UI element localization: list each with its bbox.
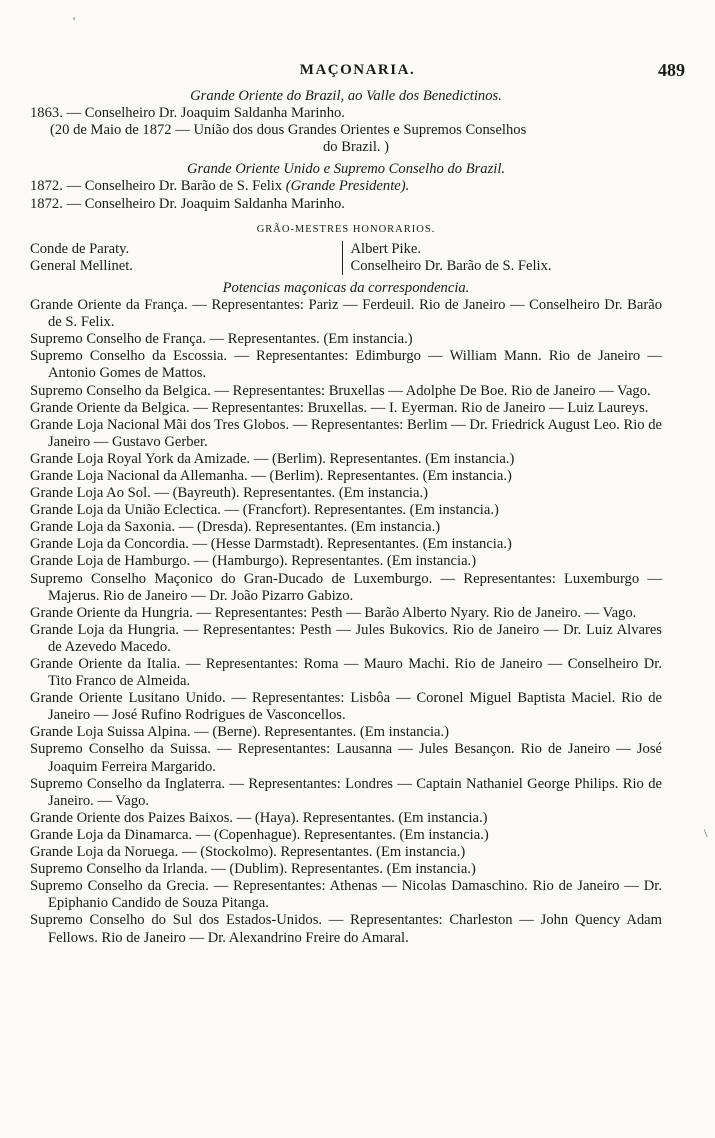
potencia-entry: Grande Loja da Hungria. — Representantes: Pesth — Jules Bukovics. Rio de Janeiro — Dr. Luiz Alvares de Azevedo Macedo. — [30, 621, 662, 655]
unido-1872-entry-b: 1872. — Conselheiro Dr. Joaquim Saldanha Marinho. — [30, 195, 345, 212]
section-heading-grao-mestres: GRÃO-MESTRES HONORARIOS. — [256, 223, 436, 235]
grao-mestres-right-column — [342, 241, 663, 275]
grao-mestres-list — [30, 241, 662, 275]
running-head-title: MAÇONARIA. — [299, 62, 416, 78]
potencia-entry: Grande Loja da Dinamarca. — (Copenhague). Representantes. (Em instancia.) — [30, 826, 489, 843]
potencias-list — [30, 297, 662, 947]
potencia-entry: Grande Loja Royal York da Amizade. — (Berlim). Representantes. (Em instancia.) — [30, 450, 515, 467]
unido-1872a-text: 1872. — Conselheiro Dr. Barão de S. Felix — [30, 178, 283, 195]
section-heading-unido: Grande Oriente Unido e Supremo Conselho do Brazil. — [186, 161, 506, 178]
potencia-entry: Grande Loja da Saxonia. — (Dresda). Representantes. (Em instancia.) — [30, 519, 441, 536]
page-number: 489 — [658, 60, 685, 80]
potencia-entry: Supremo Conselho de França. — Representantes. (Em instancia.) — [30, 331, 413, 348]
potencia-entry: Grande Loja Nacional da Allemanha. — (Berlim). Representantes. (Em instancia.) — [30, 467, 512, 484]
potencia-entry: Grande Loja Ao Sol. — (Bayreuth). Representantes. (Em instancia.) — [30, 485, 428, 502]
grao-mestre-name: General Mellinet. — [30, 257, 133, 274]
potencia-entry: Grande Oriente da França. — Representantes: Pariz — Ferdeuil. Rio de Janeiro — Conselheiro Dr. Barão de S. Felix. — [30, 297, 662, 331]
potencia-entry: Supremo Conselho da Grecia. — Representantes: Athenas — Nicolas Damaschino. Rio de Janeiro — Dr. Epiphanio Candido de Souza Pitanga. — [30, 878, 662, 912]
unido-1872a-italic: (Grande Presidente). — [285, 178, 410, 195]
grao-mestre-name: Conde de Paraty. — [30, 240, 130, 257]
section-heading-potencias: Potencias maçonicas da correspondencia. — [222, 279, 470, 296]
section-heading-brazil: Grande Oriente do Brazil, ao Valle dos Benedictinos. — [190, 88, 502, 104]
brazil-note-line-2: do Brazil. ) — [322, 139, 390, 156]
print-speck: ' — [73, 14, 76, 28]
potencia-entry: Grande Loja de Hamburgo. — (Hamburgo). Representantes. (Em instancia.) — [30, 553, 477, 570]
potencia-entry: Supremo Conselho da Suissa. — Representantes: Lausanna — Jules Besançon. Rio de Janeiro — José Joaquim Ferreira Margarido. — [30, 741, 662, 775]
potencia-entry: Grande Oriente da Belgica. — Representantes: Bruxellas. — I. Eyerman. Rio de Janeiro — Luiz Laureys. — [30, 399, 649, 416]
potencia-entry: Supremo Conselho Maçonico do Gran-Ducado de Luxemburgo. — Representantes: Luxemburgo — Majerus. Rio de Janeiro — Dr. João Pizarro Gabizo. — [30, 570, 662, 604]
potencia-entry: Grande Loja Nacional Mãi dos Tres Globos. — Representantes: Berlim — Dr. Friedrick August Leo. Rio de Janeiro — Gustavo Gerber. — [30, 416, 662, 450]
potencia-entry: Grande Oriente da Hungria. — Representantes: Pesth — Barão Alberto Nyary. Rio de Janeiro. — Vago. — [30, 604, 637, 621]
print-speck: \ — [704, 826, 708, 840]
grao-mestre-name: Conselheiro Dr. Barão de S. Felix. — [350, 257, 552, 274]
potencia-entry: Grande Oriente dos Paizes Baixos. — (Haya). Representantes. (Em instancia.) — [30, 809, 488, 826]
potencia-entry: Grande Loja da Noruega. — (Stockolmo). Representantes. (Em instancia.) — [30, 844, 466, 861]
grao-mestres-left-column — [30, 241, 342, 275]
potencia-entry: Supremo Conselho do Sul dos Estados-Unidos. — Representantes: Charleston — John Quency Adam Fellows. Rio de Janeiro — Dr. Alexandrino Freire do Amaral. — [30, 912, 662, 946]
potencia-entry: Grande Loja da Concordia. — (Hesse Darmstadt). Representantes. (Em instancia.) — [30, 536, 512, 553]
brazil-note-line-1: (20 de Maio de 1872 — União dos dous Grandes Orientes e Supremos Conselhos — [50, 122, 527, 139]
potencia-entry: Grande Loja Suissa Alpina. — (Berne). Representantes. (Em instancia.) — [30, 724, 450, 741]
potencia-entry: Grande Loja da União Eclectica. — (Francfort). Representantes. (Em instancia.) — [30, 502, 499, 519]
brazil-union-note — [30, 122, 662, 156]
running-head — [0, 62, 715, 84]
potencia-entry: Grande Oriente Lusitano Unido. — Representantes: Lisbôa — Coronel Miguel Baptista Maciel. Rio de Janeiro — José Rufino Rodrigues de Vasconcellos. — [30, 690, 662, 724]
potencia-entry: Supremo Conselho da Inglaterra. — Representantes: Londres — Captain Nathaniel George Philips. Rio de Janeiro. — Vago. — [30, 775, 662, 809]
potencia-entry: Grande Oriente da Italia. — Representantes: Roma — Mauro Machi. Rio de Janeiro — Conselheiro Dr. Tito Franco de Almeida. — [30, 656, 662, 690]
grao-mestre-name: Albert Pike. — [350, 240, 422, 257]
potencia-entry: Supremo Conselho da Escossia. — Representantes: Edimburgo — William Mann. Rio de Janeiro — Antonio Gomes de Mattos. — [30, 348, 662, 382]
potencia-entry: Supremo Conselho da Belgica. — Representantes: Bruxellas — Adolphe De Boe. Rio de Janeiro — Vago. — [30, 382, 651, 399]
page-body — [30, 88, 662, 947]
brazil-1863-entry: 1863. — Conselheiro Dr. Joaquim Saldanha Marinho. — [30, 105, 345, 122]
potencia-entry: Supremo Conselho da Irlanda. — (Dublim). Representantes. (Em instancia.) — [30, 861, 476, 878]
unido-1872-entry-a — [30, 178, 662, 195]
